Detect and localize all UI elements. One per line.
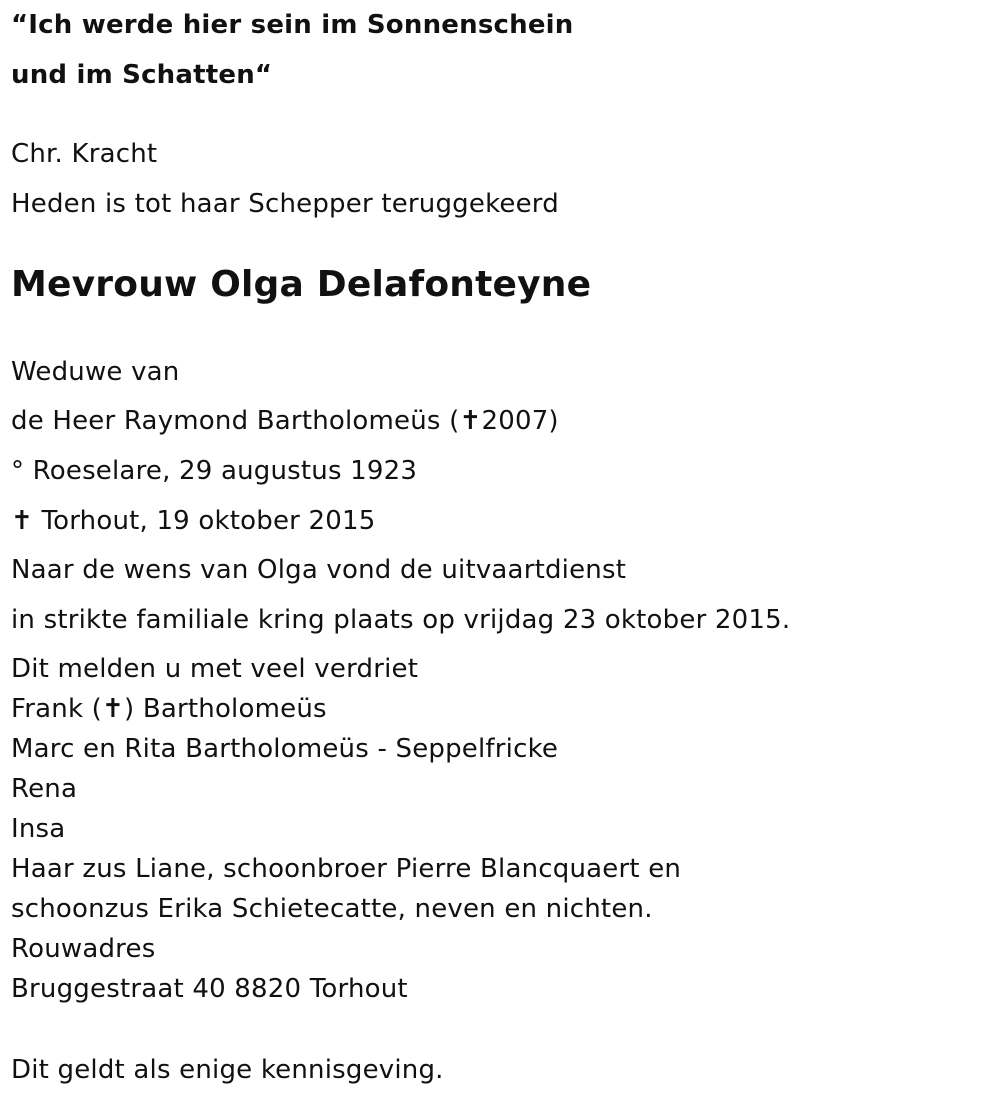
quote-line-1: “Ich werde hier sein im Sonnenschein [11,10,574,40]
family-member: Insa [11,814,66,844]
announcement-intro: Dit melden u met veel verdriet [11,654,419,684]
deceased-name: Mevrouw Olga Delafonteyne [11,264,592,305]
family-member: Haar zus Liane, schoonbroer Pierre Blancquaert en [11,854,682,884]
spouse-name: de Heer Raymond Bartholomeüs (✝2007) [11,406,559,436]
service-line-1: Naar de wens van Olga vond de uitvaartdienst [11,555,627,585]
death-info: ✝ Torhout, 19 oktober 2015 [11,506,376,536]
family-member: Frank (✝) Bartholomeüs [11,694,327,724]
birth-info: ° Roeselare, 29 augustus 1923 [11,456,418,486]
address-label: Rouwadres [11,934,156,964]
intro-text: Heden is tot haar Schepper teruggekeerd [11,189,559,219]
family-member: schoonzus Erika Schietecatte, neven en nichten. [11,894,653,924]
quote-author: Chr. Kracht [11,139,158,169]
notice-text: Dit geldt als enige kennisgeving. [11,1055,444,1085]
widow-of-label: Weduwe van [11,357,180,387]
family-member: Rena [11,774,78,804]
service-line-2: in strikte familiale kring plaats op vrijdag 23 oktober 2015. [11,605,791,635]
quote-line-2: und im Schatten“ [11,60,273,90]
family-member: Marc en Rita Bartholomeüs - Seppelfricke [11,734,559,764]
address-value: Bruggestraat 40 8820 Torhout [11,974,408,1004]
